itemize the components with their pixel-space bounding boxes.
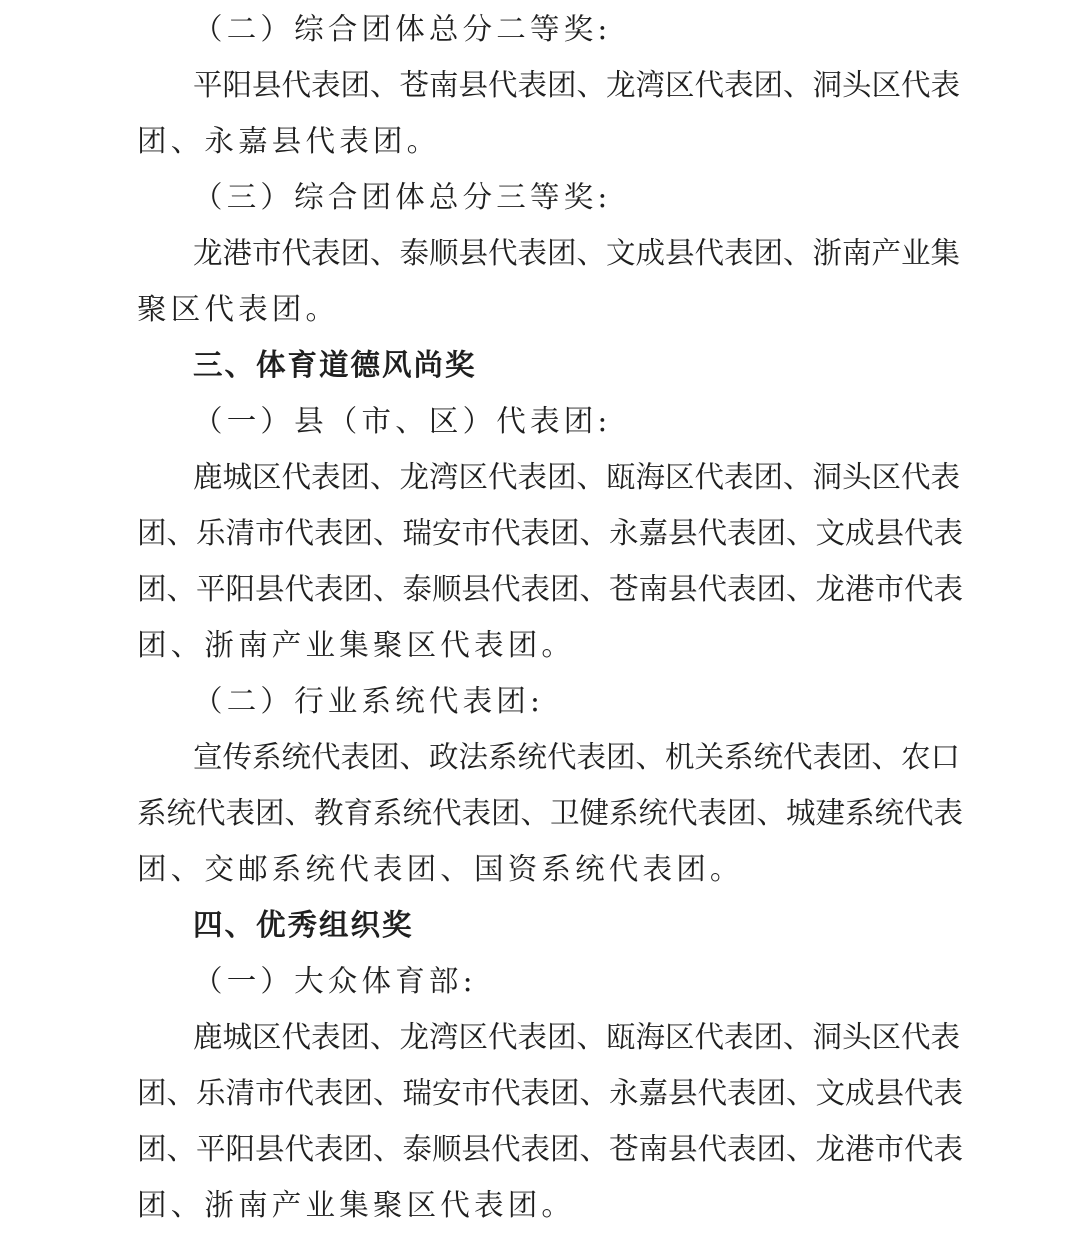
section2-sub2-title: （二）综合团体总分二等奖:	[193, 12, 612, 46]
section3-sub2-line2: 系统代表团、教育系统代表团、卫健系统代表团、城建系统代表	[137, 796, 964, 830]
section2-sub2-line1: 平阳县代表团、苍南县代表团、龙湾区代表团、洞头区代表	[193, 68, 961, 102]
section2-sub3-line2: 聚区代表团。	[137, 292, 340, 326]
section3-heading: 三、体育道德风尚奖	[193, 348, 477, 382]
section3-sub1-line4: 团、浙南产业集聚区代表团。	[137, 628, 576, 662]
section4-sub1-line3: 团、平阳县代表团、泰顺县代表团、苍南县代表团、龙港市代表	[137, 1132, 964, 1166]
section3-sub2-title: （二）行业系统代表团:	[193, 684, 545, 718]
section3-sub2-line3: 团、交邮系统代表团、国资系统代表团。	[137, 852, 744, 886]
section2-sub3-title: （三）综合团体总分三等奖:	[193, 180, 612, 214]
section3-sub1-line1: 鹿城区代表团、龙湾区代表团、瓯海区代表团、洞头区代表	[193, 460, 961, 494]
section3-sub1-line3: 团、平阳县代表团、泰顺县代表团、苍南县代表团、龙港市代表	[137, 572, 964, 606]
section3-sub1-title: （一）县（市、区）代表团:	[193, 404, 612, 438]
section2-sub2-line2: 团、永嘉县代表团。	[137, 124, 441, 158]
section3-sub1-line2: 团、乐清市代表团、瑞安市代表团、永嘉县代表团、文成县代表	[137, 516, 964, 550]
section4-sub1-title: （一）大众体育部:	[193, 964, 477, 998]
section4-heading: 四、优秀组织奖	[193, 908, 414, 942]
section4-sub1-line1: 鹿城区代表团、龙湾区代表团、瓯海区代表团、洞头区代表	[193, 1020, 961, 1054]
section3-sub2-line1: 宣传系统代表团、政法系统代表团、机关系统代表团、农口	[193, 740, 961, 774]
section4-sub1-line2: 团、乐清市代表团、瑞安市代表团、永嘉县代表团、文成县代表	[137, 1076, 964, 1110]
section4-sub1-line4: 团、浙南产业集聚区代表团。	[137, 1188, 576, 1222]
section2-sub3-line1: 龙港市代表团、泰顺县代表团、文成县代表团、浙南产业集	[193, 236, 961, 270]
